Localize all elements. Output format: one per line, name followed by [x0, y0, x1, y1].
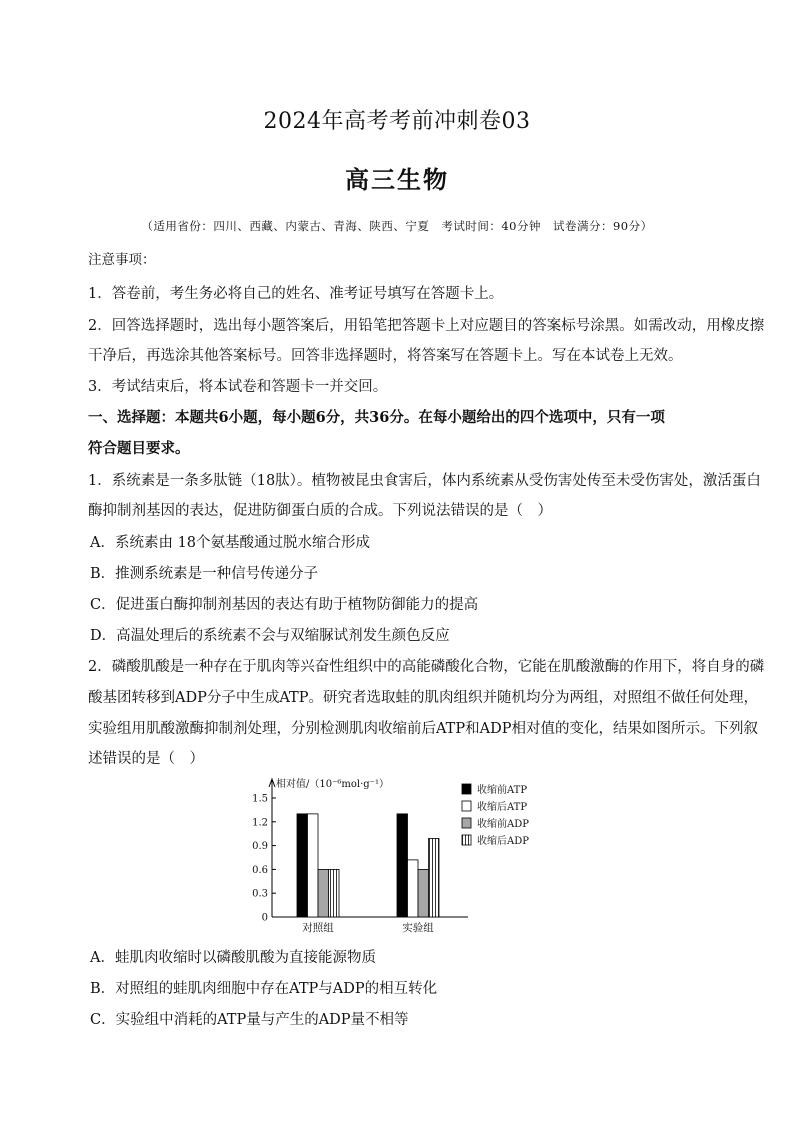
y-tick-label: 0	[261, 912, 268, 924]
q2-stem: 述错误的是（ ）	[88, 751, 204, 767]
atp-adp-bar-chart	[236, 770, 556, 940]
chart-bar	[408, 860, 419, 917]
q2-stem: 酸基团转移到ADP分子中生成ATP。研究者选取蛙的肌肉组织并随机均分为两组，对照组不做任何处理，	[88, 690, 758, 706]
section-heading-cont: 符合题目要求。	[88, 440, 190, 457]
section-heading: 一、选择题：本题共6小题，每小题6分，共36分。在每小题给出的四个选项中，只有一项	[88, 409, 665, 426]
chart-bar	[329, 869, 340, 917]
chart-bar	[397, 814, 408, 917]
q1-stem: 酶抑制剂基因的表达，促进防御蛋白质的合成。下列说法错误的是（ ）	[88, 503, 552, 519]
chart-bar	[297, 814, 308, 917]
q1-stem: 1．系统素是一条多肽链（18肽）。植物被昆虫食害后，体内系统素从受伤害处传至未受伤害处，激活蛋白	[88, 473, 761, 489]
y-tick-label: 1.2	[252, 817, 268, 829]
legend-swatch	[462, 784, 471, 794]
exam-title: 2024年高考考前冲刺卷03	[263, 109, 531, 134]
q1-option-c: C．促进蛋白酶抑制剂基因的表达有助于植物防御能力的提高	[90, 597, 479, 613]
q2-option-c: C．实验组中消耗的ATP量与产生的ADP量不相等	[90, 1012, 409, 1028]
notice-item: 1．答卷前，考生务必将自己的姓名、准考证号填写在答题卡上。	[88, 286, 504, 302]
q1-option-a: A．系统素由 18个氨基酸通过脱水缩合形成	[90, 535, 371, 551]
q2-option-a: A．蛙肌肉收缩时以磷酸肌酸为直接能源物质	[90, 950, 376, 966]
q1-option-d: D．高温处理后的系统素不会与双缩脲试剂发生颜色反应	[90, 628, 450, 644]
chart-bar	[418, 869, 429, 917]
q1-option-b: B．推测系统素是一种信号传递分子	[90, 566, 319, 582]
notice-item: 3．考试结束后，将本试卷和答题卡一并交回。	[88, 379, 388, 395]
x-tick-label: 对照组	[302, 922, 334, 934]
legend-swatch	[462, 818, 471, 828]
y-tick-label: 1.5	[252, 793, 268, 805]
chart-bar	[429, 838, 440, 917]
y-tick-label: 0.6	[252, 864, 268, 876]
q2-stem: 2．磷酸肌酸是一种存在于肌肉等兴奋性组织中的高能磷酸化合物，它能在肌酸激酶的作用下，将自身的磷	[88, 659, 765, 675]
y-tick-label: 0.3	[252, 888, 268, 900]
exam-meta: （适用省份：四川、西藏、内蒙古、青海、陕西、宁夏 考试时间：40分钟 试卷满分：90分）	[141, 219, 653, 233]
legend-label: 收缩前ADP	[477, 819, 529, 830]
q2-option-b: B．对照组的蛙肌肉细胞中存在ATP与ADP的相互转化	[90, 981, 438, 997]
exam-subject: 高三生物	[345, 165, 449, 194]
legend-label: 收缩后ADP	[477, 836, 529, 847]
notice-item: 2．回答选择题时，选出每小题答案后，用铅笔把答题卡上对应题目的答案标号涂黑。如需改动，用橡皮擦	[88, 318, 765, 334]
legend-label: 收缩前ATP	[477, 785, 528, 796]
y-tick-label: 0.9	[252, 841, 268, 853]
chart-bar	[308, 814, 319, 917]
chart-bar	[318, 869, 329, 917]
notice-item: 干净后，再选涂其他答案标号。回答非选择题时，将答案写在答题卡上。写在本试卷上无效。	[88, 348, 683, 364]
legend-swatch	[462, 801, 471, 811]
y-axis-label: 相对值/（10⁻⁶mol·g⁻¹）	[276, 779, 389, 790]
notice-heading: 注意事项：	[88, 252, 156, 268]
x-tick-label: 实验组	[402, 922, 434, 934]
q2-stem: 实验组用肌酸激酶抑制剂处理，分别检测肌肉收缩前后ATP和ADP相对值的变化，结果如图所示。下列叙	[88, 721, 758, 737]
legend-label: 收缩后ATP	[477, 802, 528, 813]
legend-swatch	[462, 835, 471, 845]
